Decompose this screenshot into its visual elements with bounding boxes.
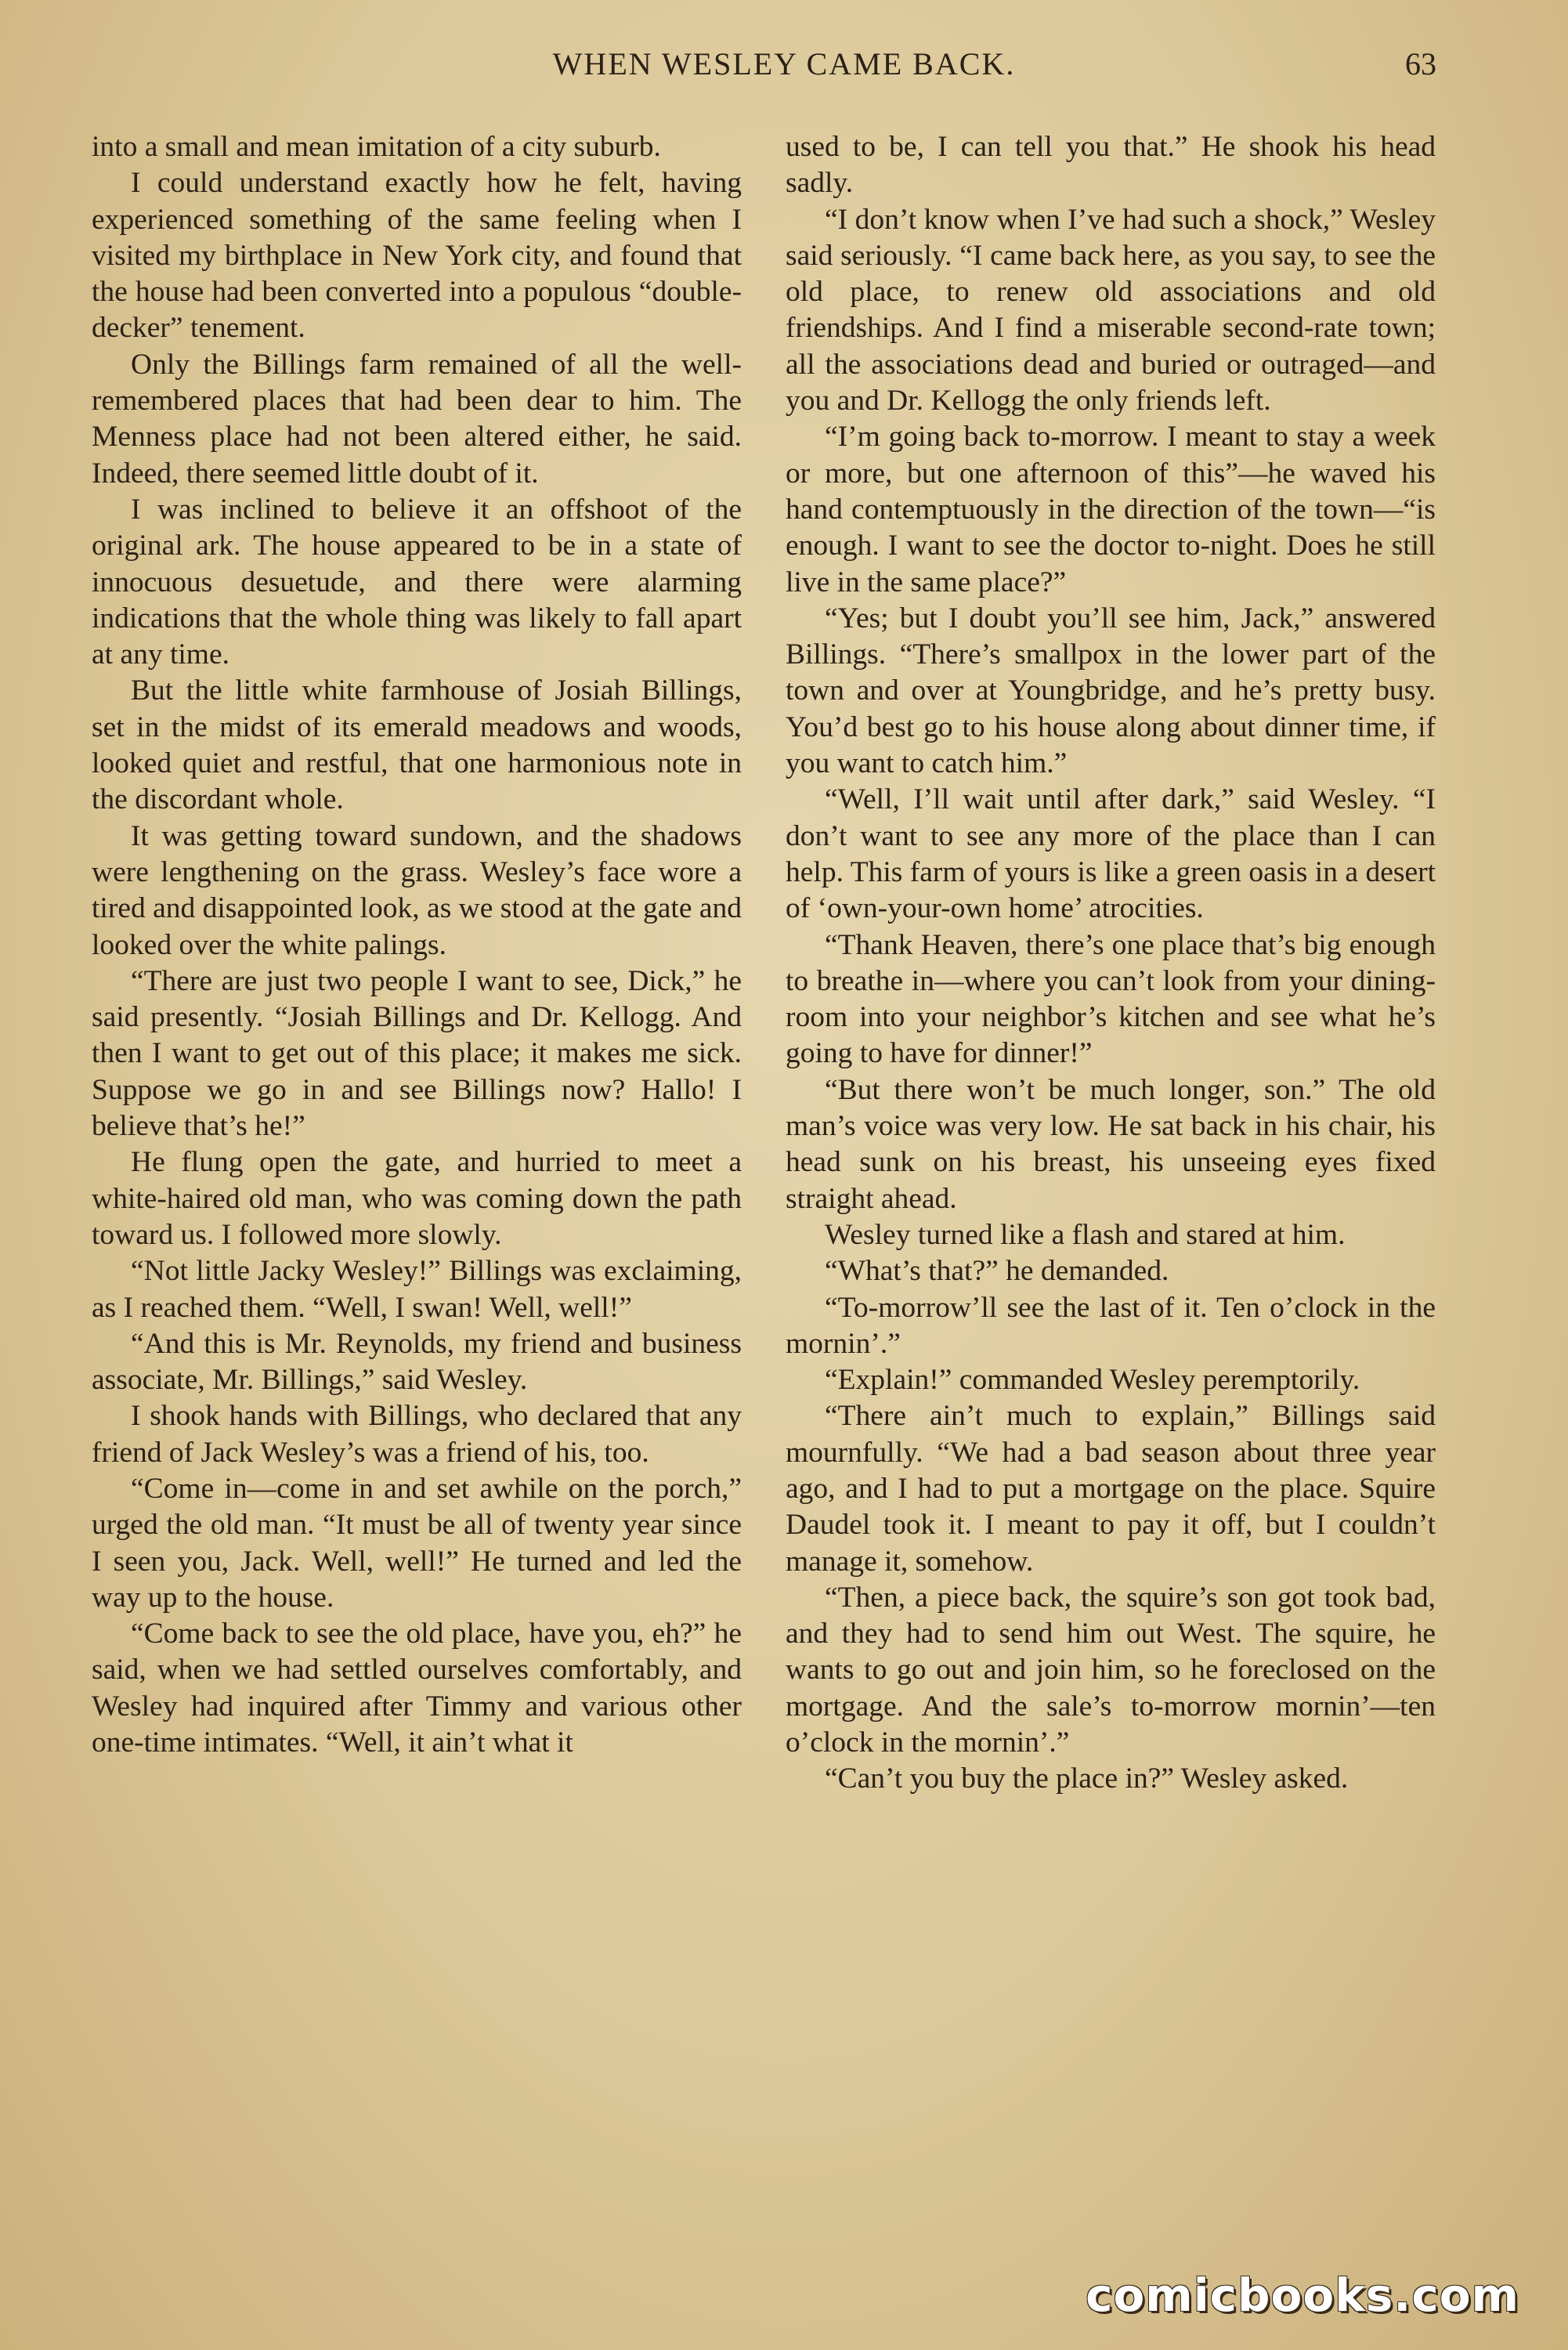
page-number: 63 [1405, 46, 1436, 81]
paragraph: Wesley turned like a flash and stared at him. [825, 1218, 1346, 1251]
paragraph: But the little white farmhouse of Josiah Billings, set in the midst of its emerald meadows and woods, looked quiet and restful, that one harmonious note in the discordant whole. [92, 674, 742, 816]
paragraph: It was getting toward sundown, and the shadows were lengthening on the grass. Wesley’s face wore a tired and disappointed look, as we stood at the gate and looked over the white palings. [92, 819, 742, 961]
paragraph: I shook hands with Billings, who declared that any friend of Jack Wesley’s was a friend of his, too. [92, 1400, 742, 1469]
paragraph: “And this is Mr. Reynolds, my friend and business associate, Mr. Billings,” said Wesley. [92, 1327, 742, 1397]
paragraph: “But there won’t be much longer, son.” The old man’s voice was very low. He sat back in his chair, his head sunk on his breast, his unseeing eyes fixed straight ahead. [786, 1073, 1436, 1215]
paragraph: “I don’t know when I’ve had such a shock,” Wesley said seriously. “I came back here, as you say, to see the old place, to renew old associations and old friendships. And I find a miserable second-rate town; all the associations dead and buried or outraged—and you and Dr. Kellogg the only friends left. [786, 203, 1436, 418]
paragraph: “What’s that?” he demanded. [825, 1255, 1169, 1288]
paragraph: I was inclined to believe it an offshoot of the original ark. The house appeared to be in a state of innocuous desuetude, and there were alarming indications that the whole thing was likely to fall apart at any time. [92, 493, 742, 671]
paragraph: “Come in—come in and set awhile on the porch,” urged the old man. “It must be all of twenty year since I seen you, Jack. Well, well!” He turned and led the way up to the house. [92, 1472, 742, 1614]
paragraph: “Thank Heaven, there’s one place that’s big enough to breathe in—where you can’t look from your dining-room into your neighbor’s kitchen and see what he’s going to have for dinner!” [786, 928, 1436, 1070]
paragraph: “Come back to see the old place, have you, eh?” he said, when we had settled ourselves comfortably, and Wesley had inquired after Timmy and various other one-time intimates. “Well, it ain’t what it [92, 1618, 742, 1759]
text-column-left [92, 129, 742, 1761]
paragraph: “Not little Jacky Wesley!” Billings was exclaiming, as I reached them. “Well, I swan! Well, well!” [92, 1255, 742, 1324]
paragraph: “There ain’t much to explain,” Billings said mournfully. “We had a bad season about three year ago, and I had to put a mortgage on the place. Squire Daudel took it. I meant to pay it off, but I couldn’t manage it, somehow. [786, 1400, 1436, 1578]
paragraph: I could understand exactly how he felt, having experienced something of the same feeling when I visited my birthplace in New York city, and found that the house had been converted into a populous “double-decker” tenement. [92, 167, 742, 345]
paragraph: “Then, a piece back, the squire’s son got took bad, and they had to send him out West. The squire, he wants to go out and join him, so he foreclosed on the mortgage. And the sale’s to-morrow mornin’—ten o’clock in the mornin’.” [786, 1581, 1436, 1759]
paragraph: “Can’t you buy the place in?” Wesley asked. [825, 1762, 1349, 1795]
watermark-logo: comicbooks.com [1086, 2269, 1519, 2322]
paragraph: into a small and mean imitation of a city suburb. [92, 131, 661, 163]
paragraph: “There are just two people I want to see, Dick,” he said presently. “Josiah Billings and Dr. Kellogg. And then I want to get out of this place; it makes me sick. Suppose we go in and see Billings now? Hallo! I believe that’s he!” [92, 964, 742, 1143]
paragraph: Only the Billings farm remained of all the well-remembered places that had been dear to him. The Menness place had not been altered either, he said. Indeed, there seemed little doubt of it. [92, 348, 742, 490]
paragraph: used to be, I can tell you that.” He shook his head sadly. [786, 131, 1436, 200]
paragraph: “I’m going back to-morrow. I meant to stay a week or more, but one afternoon of this”—he waved his hand contemptuously in the direction of the town—“is enough. I want to see the doctor to-night. Does he still live in the same place?” [786, 421, 1436, 598]
running-title: WHEN WESLEY CAME BACK. [552, 46, 1016, 81]
paragraph: “Well, I’ll wait until after dark,” said Wesley. “I don’t want to see any more of the place than I can help. This farm of yours is like a green oasis in a desert of ‘own-your-own home’ atrocities. [786, 783, 1436, 925]
paragraph: “To-morrow’ll see the last of it. Ten o’clock in the mornin’.” [786, 1291, 1436, 1360]
paragraph: “Yes; but I doubt you’ll see him, Jack,” answered Billings. “There’s smallpox in the lower part of the town and over at Youngbridge, and he’s pretty busy. You’d best go to his house along about dinner time, if you want to catch him.” [786, 602, 1436, 780]
text-column-right [786, 129, 1436, 1798]
paragraph: “Explain!” commanded Wesley peremptorily. [825, 1364, 1360, 1397]
running-head [0, 45, 1568, 92]
paragraph: He flung open the gate, and hurried to meet a white-haired old man, who was coming down the path toward us. I followed more slowly. [92, 1146, 742, 1251]
